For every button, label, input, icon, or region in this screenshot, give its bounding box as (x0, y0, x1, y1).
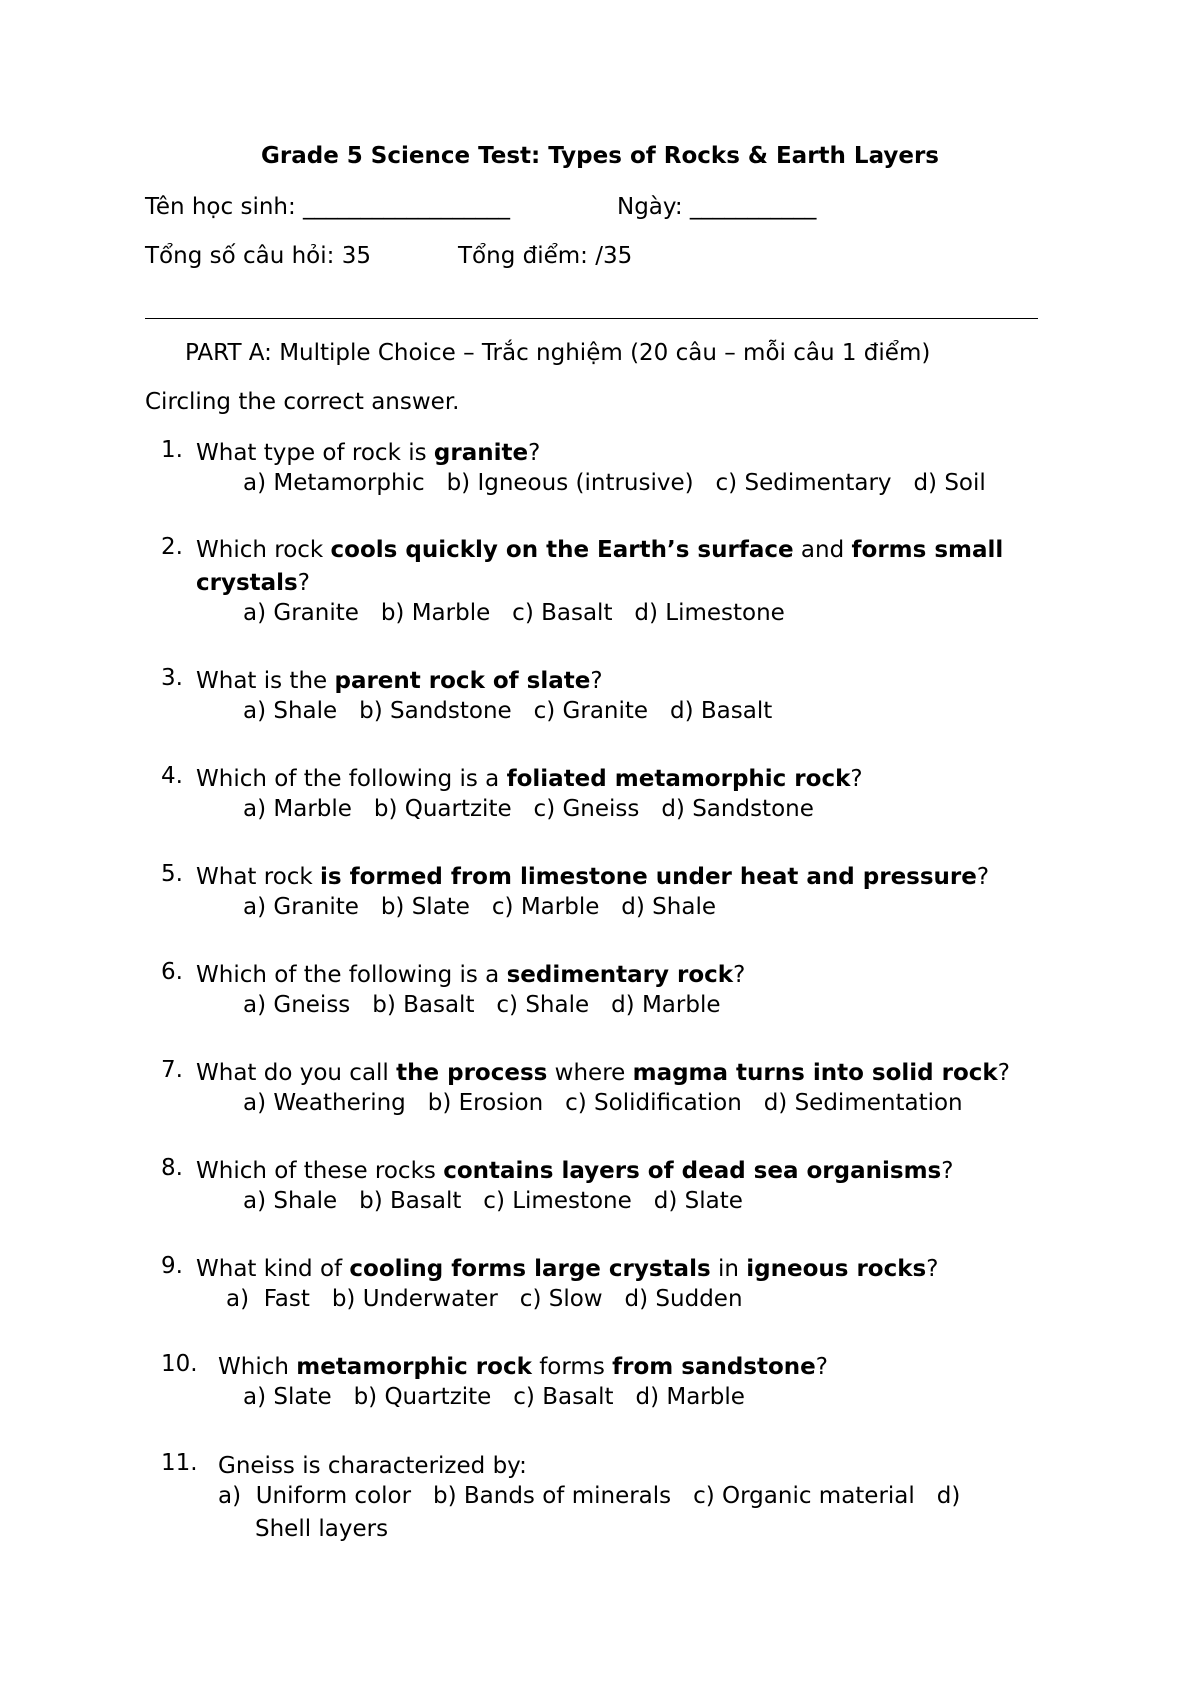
answer-options[interactable]: a) Gneiss b) Basalt c) Shale d) Marble (243, 992, 721, 1018)
answer-options[interactable]: a) Shale b) Sandstone c) Granite d) Basalt (243, 698, 773, 724)
question-number: 4. (161, 763, 183, 789)
question-text: What type of rock is granite? (196, 440, 541, 466)
question-number: 9. (161, 1253, 183, 1279)
answer-options[interactable]: a) Uniform color b) Bands of minerals c) Organic material d) (218, 1483, 961, 1509)
answer-options[interactable]: a) Shale b) Basalt c) Limestone d) Slate (243, 1188, 743, 1214)
answer-options[interactable]: a) Slate b) Quartzite c) Basalt d) Marble (243, 1384, 745, 1410)
answer-options[interactable]: a) Marble b) Quartzite c) Gneiss d) Sandstone (243, 796, 814, 822)
question-number: 5. (161, 861, 183, 887)
question-text: Which of these rocks contains layers of dead sea organisms? (196, 1158, 954, 1184)
answer-options[interactable]: a) Granite b) Marble c) Basalt d) Limestone (243, 600, 785, 626)
total-points: Tổng điểm: /35 (458, 243, 633, 269)
answer-options[interactable]: a) Weathering b) Erosion c) Solidification d) Sedimentation (243, 1090, 963, 1116)
question-number: 3. (161, 665, 183, 691)
part-a-instruction: Circling the correct answer. (145, 389, 460, 415)
question-number: 8. (161, 1155, 183, 1181)
question-number: 10. (161, 1351, 198, 1377)
question-number: 6. (161, 959, 183, 985)
question-number: 2. (161, 534, 183, 560)
part-a-heading: PART A: Multiple Choice – Trắc nghiệm (20 câu – mỗi câu 1 điểm) (185, 340, 931, 366)
question-number: 11. (161, 1450, 198, 1476)
total-questions: Tổng số câu hỏi: 35 (145, 243, 371, 269)
question-number: 7. (161, 1057, 183, 1083)
question-text: What kind of cooling forms large crystals in igneous rocks? (196, 1256, 939, 1282)
question-number: 1. (161, 437, 183, 463)
question-text: What do you call the process where magma turns into solid rock? (196, 1060, 1010, 1086)
test-title: Grade 5 Science Test: Types of Rocks & Earth Layers (260, 143, 940, 169)
question-text: Gneiss is characterized by: (218, 1453, 527, 1479)
answer-options[interactable]: a) Metamorphic b) Igneous (intrusive) c) Sedimentary d) Soil (243, 470, 986, 496)
question-text: Which of the following is a sedimentary rock? (196, 962, 746, 988)
answer-options[interactable]: a) Granite b) Slate c) Marble d) Shale (243, 894, 716, 920)
question-text: What rock is formed from limestone under heat and pressure? (196, 864, 990, 890)
question-text: What is the parent rock of slate? (196, 668, 603, 694)
divider-line (145, 318, 1038, 319)
date-field: Ngày: ___________ (617, 194, 817, 220)
answer-options[interactable]: a) Fast b) Underwater c) Slow d) Sudden (226, 1286, 743, 1312)
question-text: Which rock cools quickly on the Earth’s surface and forms small crystals? (196, 537, 1004, 596)
question-text: Which metamorphic rock forms from sandstone? (218, 1354, 828, 1380)
question-text: Which of the following is a foliated metamorphic rock? (196, 766, 863, 792)
answer-options-continued[interactable]: Shell layers (255, 1516, 389, 1542)
student-name-field: Tên học sinh: __________________ (145, 194, 511, 220)
